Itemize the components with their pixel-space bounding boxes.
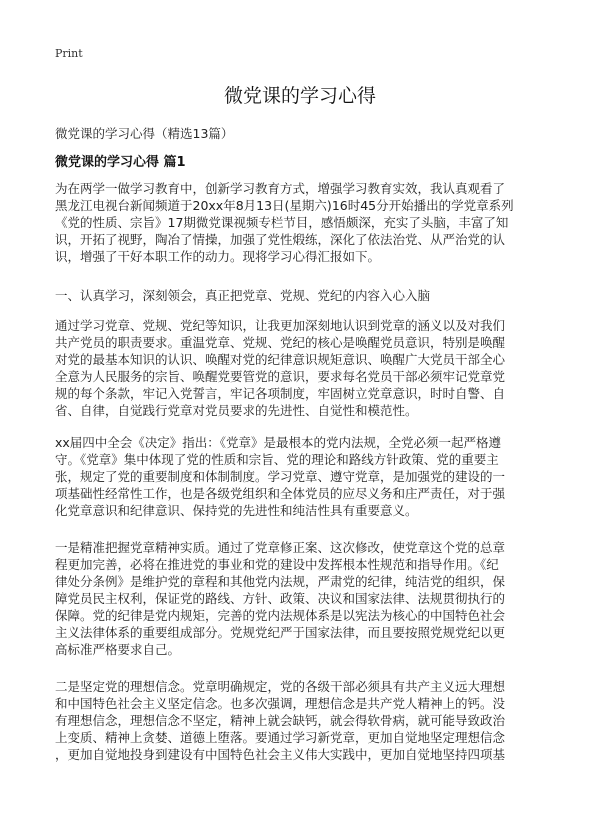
text-line: 障党员民主权利，保证党的路线、方针、政策、决议和国家法律、法规贯彻执行的 [55, 591, 506, 606]
paragraph-decision [55, 434, 548, 519]
text-line: 保障。党的纪律是党内规矩，完善的党内法规体系是以宪法为核心的中国特色社会 [55, 608, 506, 623]
text-line: 黑龙江电视台新闻频道于20xx年8月13日(星期六)16时45分开始播出的学党章系列 [55, 198, 514, 213]
text-line: 律处分条例》是维护党的章程和其他党内法规，严肃党的纪律，纯洁党的组织，保 [55, 574, 506, 589]
text-line: 为在两学一做学习教育中，创新学习教育方式，增强学习教育实效，我认真观看了 [55, 181, 506, 196]
text-line: 程更加完善，必将在推进党的事业和党的建设中发挥根本性规范和指导作用。《纪 [55, 557, 499, 572]
text-line: 规的每个条款，牢记入党誓言，牢记各项制度，牢固树立党章意识，时时自警、自 [55, 386, 506, 401]
text-line: 高标准严格要求自己。 [55, 642, 181, 657]
text-line: 二是坚定党的理想信念。党章明确规定，党的各级干部必须具有共产主义远大理想 [55, 679, 506, 694]
paragraph-point-one [55, 539, 548, 658]
paragraph-study [55, 317, 548, 419]
text-line: 对党的最基本知识的认识、唤醒对党的纪律意识规矩意识、唤醒广大党员干部全心 [55, 352, 506, 367]
text-line: 主义法律体系的重要组成部分。党规党纪严于国家法律，而且要按照党规党纪以更 [55, 625, 506, 640]
text-line: 和中国特色社会主义坚定信念。也多次强调，理想信念是共产党人精神上的钙。没 [55, 696, 506, 711]
text-line: 张，规定了党的重要制度和体制制度。学习党章、遵守党章，是加强党的建设的一 [55, 469, 506, 484]
text-line: 守。《党章》集中体现了党的性质和宗旨、党的理论和路线方针政策、党的重要主 [55, 452, 499, 467]
document-subtitle: 微党课的学习心得（精选13篇） [55, 126, 234, 141]
text-line: 共产党员的职责要求。重温党章、党规、党纪的核心是唤醒党员意识，特别是唤醒 [55, 335, 506, 350]
text-line: 上变质、精神上贪婪、道德上堕落。要通过学习新党章，更加自觉地坚定理想信念 [55, 730, 506, 745]
text-line: 全意为人民服务的宗旨、唤醒党要管党的意识，要求每名党员干部必须牢记党章党 [55, 369, 506, 384]
text-line: 一、认真学习，深刻领会，真正把党章、党规、党纪的内容入心入脑 [55, 288, 431, 303]
text-line: 项基础性经常性工作，也是各级党组织和全体党员的应尽义务和庄严责任，对于强 [55, 486, 506, 501]
section-title: 微党课的学习心得 篇1 [55, 155, 186, 170]
paragraph-point-two [55, 678, 548, 763]
text-line: 通过学习党章、党规、党纪等知识，让我更加深刻地认识到党章的涵义以及对我们 [55, 318, 506, 333]
text-line: 有理想信念，理想信念不坚定，精神上就会缺钙，就会得软骨病，就可能导致政治 [55, 713, 506, 728]
text-line: 识，开拓了视野，陶冶了情操，加强了党性煅练，深化了依法治党、从严治党的认 [55, 232, 506, 247]
text-line: 化党章意识和纪律意识、保持党的先进性和纯洁性具有重要意义。 [55, 503, 418, 518]
text-line: 省、自律，自觉践行党章对党员要求的先进性、自觉性和模范性。 [55, 403, 418, 418]
text-line: 《党的性质、宗旨》17期微党课视频专栏节目，感悟颇深，充实了头脑，丰富了知 [55, 215, 509, 230]
text-line: ，更加自觉地投身到建设有中国特色社会主义伟大实践中，更加自觉地坚持四项基 [55, 747, 506, 762]
text-line: 识，增强了干好本职工作的动力。现将学习心得汇报如下。 [55, 249, 381, 264]
print-label[interactable]: Print [55, 47, 83, 60]
paragraph-heading-one [55, 287, 548, 304]
text-line: xx届四中全会《决定》指出：《党章》是最根本的党内法规，全党必须一起严格遵 [55, 435, 502, 450]
paragraph-intro [55, 180, 548, 265]
text-line: 一是精准把握党章精神实质。通过了党章修正案、这次修改，使党章这个党的总章 [55, 540, 506, 555]
page-title: 微党课的学习心得 [223, 85, 376, 107]
